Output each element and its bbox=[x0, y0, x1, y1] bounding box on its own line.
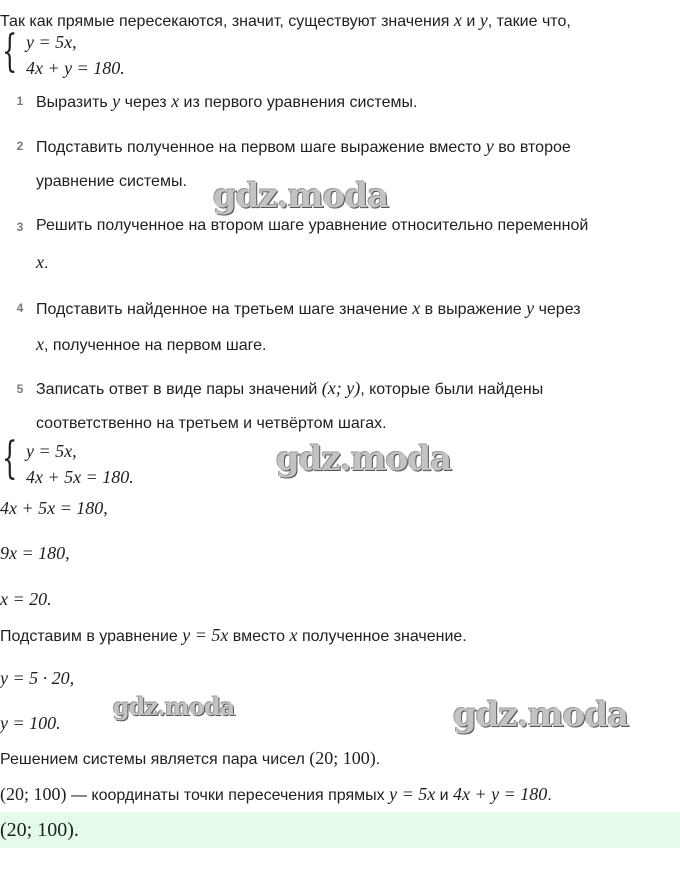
curly-brace-icon: { bbox=[2, 26, 18, 77]
watermark: gdz.moda bbox=[213, 176, 389, 216]
answer-block bbox=[0, 812, 680, 848]
watermark: gdz.moda bbox=[276, 439, 452, 479]
step-number: 2 bbox=[16, 139, 24, 153]
solution-text: Решением системы является пара чисел (20; 100). bbox=[0, 748, 381, 768]
equation-system-1: { y = 5x, 4x + y = 180. bbox=[2, 26, 125, 78]
step-number: 1 bbox=[16, 94, 24, 108]
equation-line: y = 5 · 20, bbox=[0, 668, 75, 688]
coordinates-text: (20; 100) — координаты точки пересечения прямых y = 5x и 4x + y = 180. bbox=[0, 784, 552, 804]
substitute-text: Подставим в уравнение y = 5x вместо x полученное значение. bbox=[0, 625, 467, 645]
answer-value: (20; 100). bbox=[0, 819, 79, 841]
equation-line: 9x = 180, bbox=[0, 543, 70, 563]
equation-system-2: { y = 5x, 4x + 5x = 180. bbox=[2, 433, 134, 487]
equation-line: 4x + 5x = 180, bbox=[0, 498, 108, 518]
equation-line: y = 100. bbox=[0, 713, 61, 733]
step-number: 3 bbox=[16, 220, 24, 234]
equation-line: x = 20. bbox=[0, 589, 52, 609]
watermark: gdz.moda bbox=[453, 695, 629, 735]
watermark: gdz.moda bbox=[113, 692, 235, 721]
step-number: 4 bbox=[16, 301, 24, 315]
step-number: 5 bbox=[16, 382, 24, 396]
curly-brace-icon: { bbox=[2, 433, 18, 484]
intro-text: Так как прямые пересекаются, значит, существуют значения x и y, такие что, bbox=[0, 10, 571, 30]
